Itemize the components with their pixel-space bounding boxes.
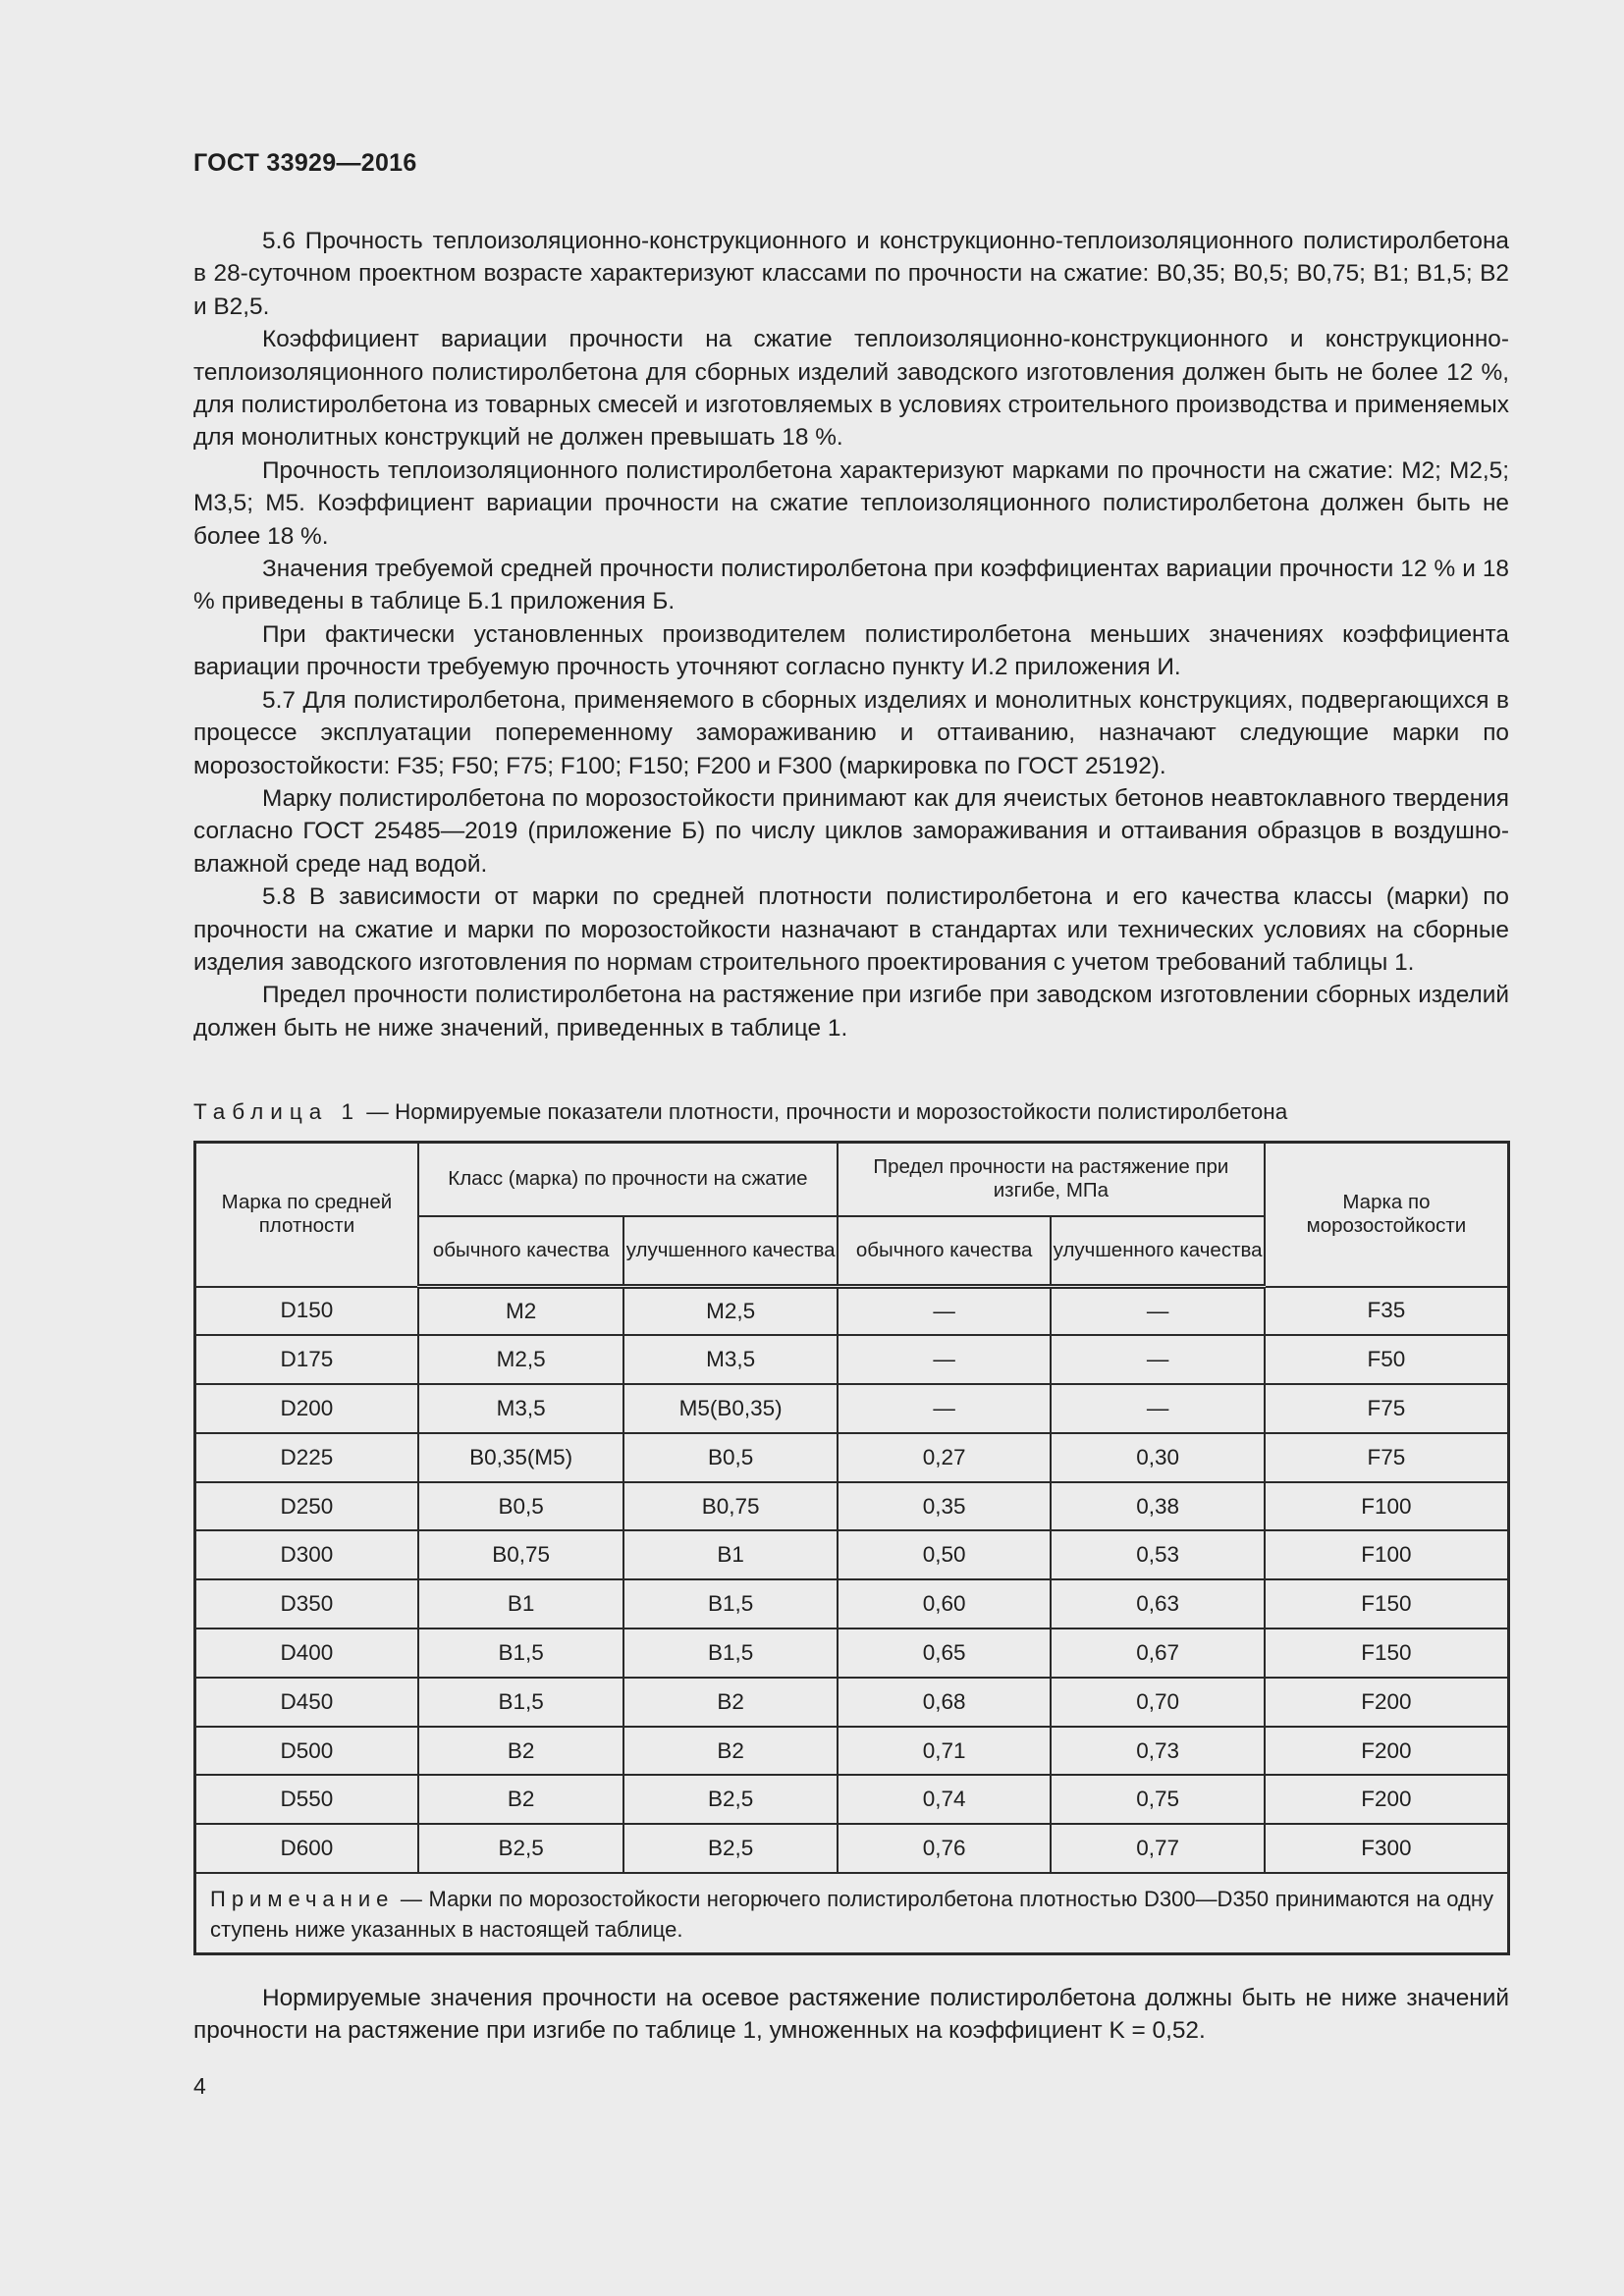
table-cell: — bbox=[838, 1384, 1051, 1433]
table-cell: D225 bbox=[195, 1433, 418, 1482]
table-cell: B1,5 bbox=[418, 1629, 624, 1678]
table-cell: D150 bbox=[195, 1287, 418, 1336]
table-cell: 0,65 bbox=[838, 1629, 1051, 1678]
table-row bbox=[195, 1727, 1509, 1776]
table-row bbox=[195, 1530, 1509, 1579]
table-cell: 0,35 bbox=[838, 1482, 1051, 1531]
table-cell: B1,5 bbox=[623, 1579, 838, 1629]
table-cell: B0,5 bbox=[418, 1482, 624, 1531]
header-improved: улучшенного качества bbox=[623, 1216, 838, 1287]
paragraph: Предел прочности полистиролбетона на растяжение при изгибе при заводском изготовлении сборных изделий должен быть не ниже значений, приведенных в таблице 1. bbox=[193, 982, 1509, 1041]
table-row bbox=[195, 1775, 1509, 1824]
table-row bbox=[195, 1629, 1509, 1678]
table-cell: D500 bbox=[195, 1727, 418, 1776]
table-row bbox=[195, 1824, 1509, 1873]
table-cell: B2,5 bbox=[418, 1824, 624, 1873]
table-cell: D600 bbox=[195, 1824, 418, 1873]
table-caption bbox=[193, 1099, 1509, 1125]
table-cell: 0,70 bbox=[1051, 1678, 1265, 1727]
note-label: Примечание bbox=[210, 1887, 395, 1912]
table-cell: 0,50 bbox=[838, 1530, 1051, 1579]
header-frost: Марка по морозостойкости bbox=[1265, 1143, 1509, 1287]
table-cell: B0,35(M5) bbox=[418, 1433, 624, 1482]
table-cell: B2,5 bbox=[623, 1775, 838, 1824]
table-cell: D550 bbox=[195, 1775, 418, 1824]
table-cell: 0,74 bbox=[838, 1775, 1051, 1824]
table-cell: M5(B0,35) bbox=[623, 1384, 838, 1433]
table-cell: D300 bbox=[195, 1530, 418, 1579]
paragraph: Прочность теплоизоляционного полистиролбетона характеризуют марками по прочности на сжатие: M2; M2,5; M3,5; M5. Коэффициент вариации прочности на сжатие теплоизоляционного полистиролбетона должен быть не более 18 %. bbox=[193, 456, 1509, 550]
table-cell: M2 bbox=[418, 1287, 624, 1336]
table-cell: B0,5 bbox=[623, 1433, 838, 1482]
table-row bbox=[195, 1482, 1509, 1531]
note-text: — Марки по морозостойкости негорючего полистиролбетона плотностью D300—D350 принимаются на одну ступень ниже указанных в настоящей таблице. bbox=[210, 1887, 1493, 1943]
table-cell: D450 bbox=[195, 1678, 418, 1727]
table-cell: 0,77 bbox=[1051, 1824, 1265, 1873]
table-cell: 0,38 bbox=[1051, 1482, 1265, 1531]
table-cell: — bbox=[838, 1335, 1051, 1384]
paragraph: 5.7 Для полистиролбетона, применяемого в сборных изделиях и монолитных конструкциях, подвергающихся в процессе эксплуатации попеременному замораживанию и оттаиванию, назначают следующие марки по морозостойкости: F35; F50; F75; F100; F150; F200 и F300 (маркировка по ГОСТ 25192). bbox=[193, 686, 1509, 779]
table-body bbox=[195, 1287, 1509, 1874]
paragraph: 5.6 Прочность теплоизоляционно-конструкционного и конструкционно-теплоизоляционного полистиролбетона в 28-суточном проектном возрасте характеризуют классами по прочности на сжатие: B0,35; B0,5; B0,75; B1; B1,5; B2 и B2,5. bbox=[193, 228, 1509, 320]
table-row bbox=[195, 1384, 1509, 1433]
table-cell: — bbox=[1051, 1335, 1265, 1384]
table-cell: M3,5 bbox=[418, 1384, 624, 1433]
table-cell: D175 bbox=[195, 1335, 418, 1384]
table-caption-text: — Нормируемые показатели плотности, прочности и морозостойкости полистиролбетона bbox=[360, 1099, 1288, 1124]
table-cell: B1 bbox=[418, 1579, 624, 1629]
table-cell: 0,73 bbox=[1051, 1727, 1265, 1776]
paragraph: Марку полистиролбетона по морозостойкости принимают как для ячеистых бетонов неавтоклавного твердения согласно ГОСТ 25485—2019 (приложение Б) по числу циклов замораживания и оттаивания образцов в воздушно-влажной среде над водой. bbox=[193, 784, 1509, 878]
table-cell: 0,63 bbox=[1051, 1579, 1265, 1629]
paragraph: Значения требуемой средней прочности полистиролбетона при коэффициентах вариации прочности 12 % и 18 % приведены в таблице Б.1 приложения Б. bbox=[193, 556, 1509, 615]
table-caption-label: Таблица 1 bbox=[193, 1099, 360, 1124]
table-cell: D400 bbox=[195, 1629, 418, 1678]
table-cell: 0,27 bbox=[838, 1433, 1051, 1482]
body-text bbox=[193, 225, 1509, 1044]
document-header: ГОСТ 33929—2016 bbox=[193, 149, 417, 177]
header-regular: обычного качества bbox=[838, 1216, 1051, 1287]
table-cell: 0,71 bbox=[838, 1727, 1051, 1776]
header-improved: улучшенного качества bbox=[1051, 1216, 1265, 1287]
table-cell: F50 bbox=[1265, 1335, 1509, 1384]
table-cell: 0,68 bbox=[838, 1678, 1051, 1727]
table-cell: F300 bbox=[1265, 1824, 1509, 1873]
table-cell: F150 bbox=[1265, 1629, 1509, 1678]
table-cell: F200 bbox=[1265, 1775, 1509, 1824]
table-cell: B1,5 bbox=[418, 1678, 624, 1727]
table-cell: — bbox=[838, 1287, 1051, 1336]
header-compressive: Класс (марка) по прочности на сжатие bbox=[418, 1143, 838, 1216]
paragraph: Нормируемые значения прочности на осевое растяжение полистиролбетона должны быть не ниже значений прочности на растяжение при изгибе по таблице 1, умноженных на коэффициент K = 0,52. bbox=[193, 1985, 1509, 2045]
table-cell: M3,5 bbox=[623, 1335, 838, 1384]
table-cell: F100 bbox=[1265, 1530, 1509, 1579]
table-cell: F200 bbox=[1265, 1678, 1509, 1727]
properties-table bbox=[193, 1141, 1510, 1955]
table-cell: F75 bbox=[1265, 1433, 1509, 1482]
table-cell: F100 bbox=[1265, 1482, 1509, 1531]
table-row bbox=[195, 1678, 1509, 1727]
table-cell: F35 bbox=[1265, 1287, 1509, 1336]
page-number: 4 bbox=[193, 2073, 206, 2099]
header-density: Марка по средней плотности bbox=[195, 1143, 418, 1287]
header-regular: обычного качества bbox=[418, 1216, 624, 1287]
table-cell: B1 bbox=[623, 1530, 838, 1579]
paragraph: 5.8 В зависимости от марки по средней плотности полистиролбетона и его качества классы (марки) по прочности на сжатие и марки по морозостойкости назначают в стандартах или технических условиях на сборные изделия заводского изготовления по нормам строительного проектирования с учетом требований таблицы 1. bbox=[193, 883, 1509, 976]
header-tensile: Предел прочности на растяжение при изгибе, МПа bbox=[838, 1143, 1265, 1216]
table-cell: F75 bbox=[1265, 1384, 1509, 1433]
table-cell: F150 bbox=[1265, 1579, 1509, 1629]
table-cell: B2 bbox=[623, 1727, 838, 1776]
table-row bbox=[195, 1335, 1509, 1384]
table-cell: D250 bbox=[195, 1482, 418, 1531]
table-cell: — bbox=[1051, 1287, 1265, 1336]
table-cell: M2,5 bbox=[418, 1335, 624, 1384]
table-cell: D350 bbox=[195, 1579, 418, 1629]
table-cell: B2 bbox=[623, 1678, 838, 1727]
table-cell: 0,30 bbox=[1051, 1433, 1265, 1482]
table-cell: B2 bbox=[418, 1727, 624, 1776]
table-cell: D200 bbox=[195, 1384, 418, 1433]
table-row bbox=[195, 1433, 1509, 1482]
table-cell: 0,67 bbox=[1051, 1629, 1265, 1678]
table-cell: 0,76 bbox=[838, 1824, 1051, 1873]
table-row bbox=[195, 1287, 1509, 1336]
table-cell: 0,53 bbox=[1051, 1530, 1265, 1579]
table-note bbox=[195, 1873, 1509, 1954]
table-cell: M2,5 bbox=[623, 1287, 838, 1336]
table-cell: 0,75 bbox=[1051, 1775, 1265, 1824]
table-cell: — bbox=[1051, 1384, 1265, 1433]
table-cell: B1,5 bbox=[623, 1629, 838, 1678]
table-cell: B2,5 bbox=[623, 1824, 838, 1873]
table-cell: 0,60 bbox=[838, 1579, 1051, 1629]
table-cell: B0,75 bbox=[623, 1482, 838, 1531]
table-cell: F200 bbox=[1265, 1727, 1509, 1776]
table-cell: B2 bbox=[418, 1775, 624, 1824]
table-row bbox=[195, 1579, 1509, 1629]
after-table-text bbox=[193, 1982, 1509, 2048]
paragraph: При фактически установленных производителем полистиролбетона меньших значениях коэффициента вариации прочности требуемую прочность уточняют согласно пункту И.2 приложения И. bbox=[193, 620, 1509, 681]
paragraph: Коэффициент вариации прочности на сжатие теплоизоляционно-конструкционного и конструкционно-теплоизоляционного полистиролбетона для сборных изделий заводского изготовления должен быть не более 12 %, для полистиролбетона из товарных смесей и изготовляемых в условиях строительного производства и применяемых для монолитных конструкций не должен превышать 18 %. bbox=[193, 326, 1509, 452]
table-cell: B0,75 bbox=[418, 1530, 624, 1579]
